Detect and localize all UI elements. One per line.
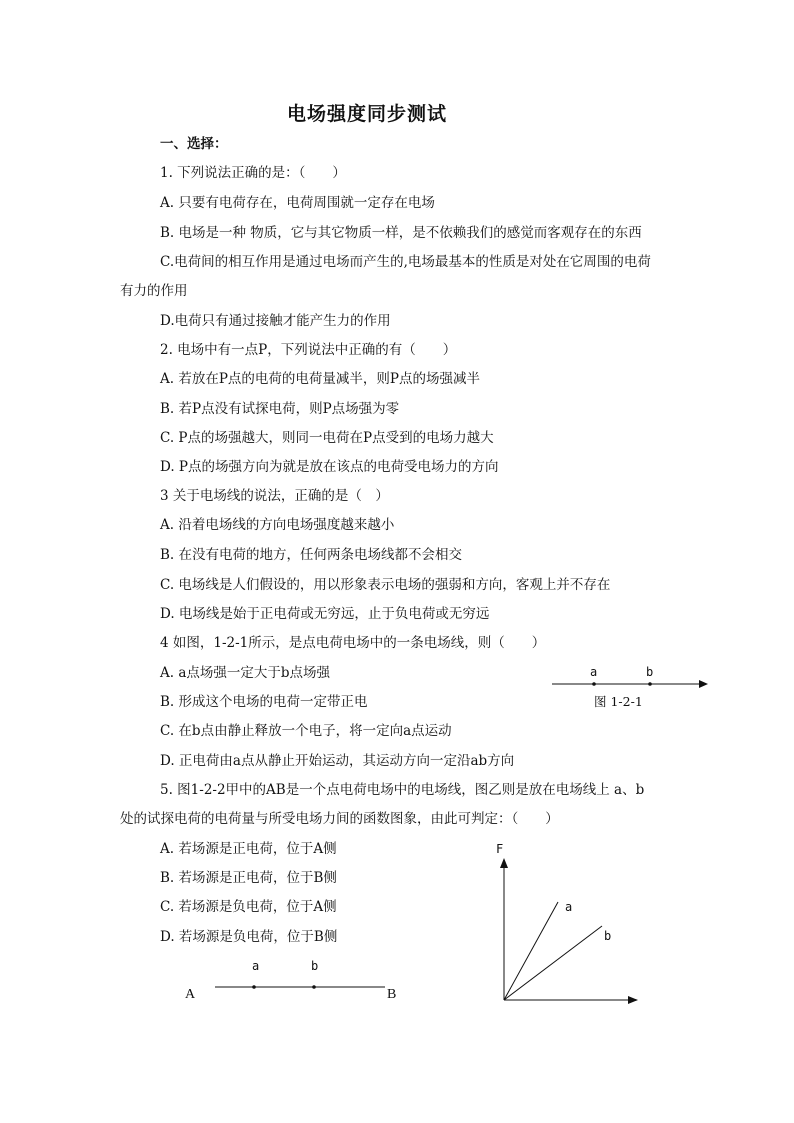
q5-stem-cont: 处的试探电荷的电荷量与所受电场力间的函数图象，由此可判定：（ ） (120, 811, 559, 827)
figure-1-2-2-jia (180, 955, 410, 1005)
q3-option-a: A. 沿着电场线的方向电场强度越来越小 (160, 517, 395, 533)
q1-option-d: D.电荷只有通过接触才能产生力的作用 (160, 313, 391, 329)
page-title: 电场强度同步测试 (286, 103, 447, 125)
ab-field-line-diagram (180, 955, 410, 1005)
figure-caption: 图 1-2-1 (594, 694, 643, 709)
graph-F-label: F (496, 842, 504, 856)
point-b (312, 985, 316, 989)
point-a-label: a (590, 665, 598, 679)
q2-option-d: D. P点的场强方向为就是放在该点的电荷受电场力的方向 (160, 459, 499, 475)
q1-option-c-cont: 有力的作用 (120, 283, 188, 299)
q5-option-b: B. 若场源是正电荷，位于B侧 (160, 870, 337, 886)
force-charge-graph (490, 840, 650, 1010)
q3-option-b: B. 在没有电荷的地方，任何两条电场线都不会相交 (160, 547, 463, 563)
q2-option-a: A. 若放在P点的电荷的电荷量减半，则P点的场强减半 (160, 371, 480, 387)
q3-stem: 3 关于电场线的说法，正确的是（ ） (160, 488, 389, 504)
field-line-arrowhead (699, 680, 708, 688)
label-B: B (387, 987, 397, 1002)
q1-option-b: B. 电场是一种 物质，它与其它物质一样，是不依赖我们的感觉而客观存在的东西 (160, 225, 642, 241)
q3-option-d: D. 电场线是始于正电荷或无穷远，止于负电荷或无穷远 (160, 606, 490, 622)
graph-b-label: b (604, 929, 612, 943)
section-heading: 一、选择： (160, 136, 228, 152)
point-a (592, 682, 596, 686)
q4-option-d: D. 正电荷由a点从静止开始运动，其运动方向一定沿ab方向 (160, 753, 515, 769)
q5-option-d: D. 若场源是负电荷，位于B侧 (160, 929, 338, 945)
q4-option-c: C. 在b点由静止释放一个电子，将一定向a点运动 (160, 723, 452, 739)
q2-option-b: B. 若P点没有试探电荷，则P点场强为零 (160, 401, 400, 417)
point-a (252, 985, 256, 989)
figure-1-2-2-yi (490, 840, 650, 1010)
point-b (648, 682, 652, 686)
q5-option-a: A. 若场源是正电荷，位于A侧 (160, 841, 337, 857)
graph-a-label: a (565, 900, 573, 914)
q1-option-c: C.电荷间的相互作用是通过电场而产生的,电场最基本的性质是对处在它周围的电荷 (160, 254, 651, 270)
y-axis-arrowhead (500, 858, 508, 868)
label-A: A (185, 987, 196, 1002)
q2-option-c: C. P点的场强越大，则同一电荷在P点受到的电场力越大 (160, 430, 494, 446)
q5-option-c: C. 若场源是负电荷，位于A侧 (160, 899, 337, 915)
x-axis-arrowhead (628, 996, 638, 1004)
q1-stem: 1. 下列说法正确的是：（ ） (160, 165, 346, 181)
q4-option-a: A. a点场强一定大于b点场强 (160, 665, 331, 681)
q4-stem: 4 如图，1-2-1所示，是点电荷电场中的一条电场线，则（ ） (160, 635, 546, 651)
line-a (504, 902, 558, 1000)
label-b: b (311, 959, 319, 973)
q2-stem: 2. 电场中有一点P，下列说法中正确的有（ ） (160, 342, 457, 358)
line-b (504, 926, 602, 1000)
point-b-label: b (646, 665, 654, 679)
figure-1-2-1 (548, 660, 718, 715)
q4-option-b: B. 形成这个电场的电荷一定带正电 (160, 694, 368, 710)
q3-option-c: C. 电场线是人们假设的，用以形象表示电场的强弱和方向，客观上并不存在 (160, 577, 611, 593)
q1-option-a: A. 只要有电荷存在，电荷周围就一定存在电场 (160, 195, 435, 211)
label-a: a (252, 959, 260, 973)
q5-stem: 5. 图1-2-2甲中的AB是一个点电荷电场中的电场线，图乙则是放在电场线上 a、b (160, 782, 645, 798)
